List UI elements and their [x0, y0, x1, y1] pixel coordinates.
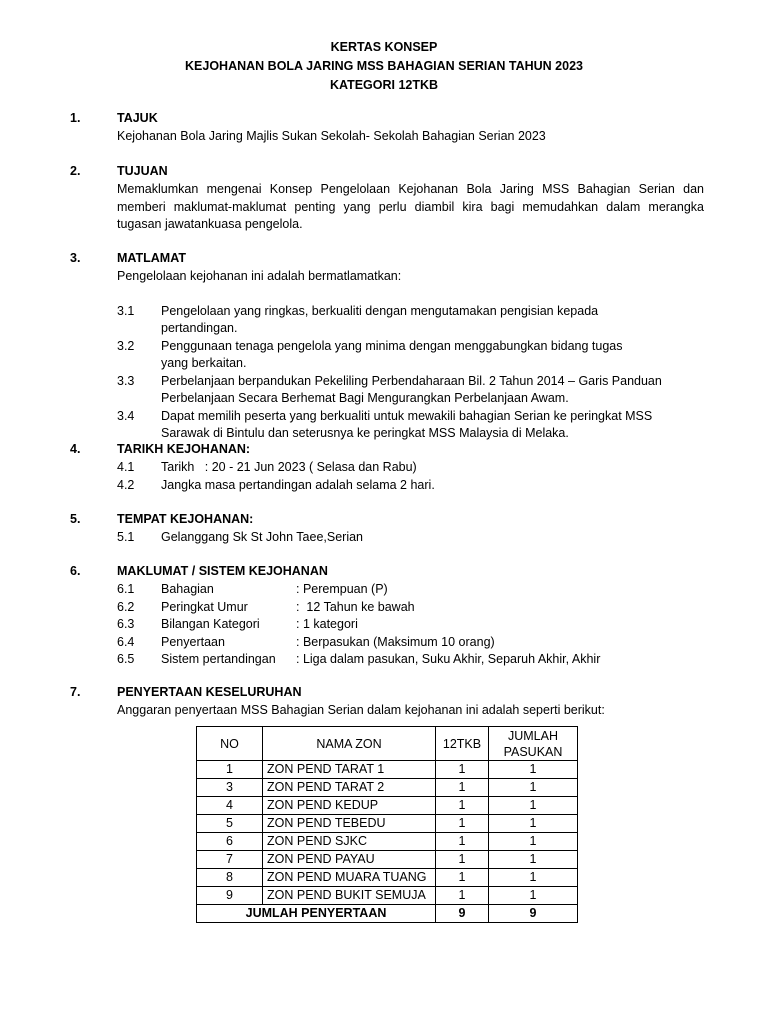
- column-header-zon: NAMA ZON: [263, 727, 436, 761]
- cell-jumlah: 1: [489, 833, 578, 851]
- info-label: Bahagian: [161, 582, 214, 596]
- section-tempat: [70, 511, 704, 547]
- section-heading: TAJUK: [117, 111, 158, 125]
- item-text: Dapat memilih peserta yang berkualiti untuk mewakili bahagian Serian ke peringkat MSS Sarawak di Bintulu dan seterusnya ke peringkat MSS Malaysia di Melaka.: [161, 408, 653, 440]
- section-heading: MAKLUMAT / SISTEM KEJOHANAN: [117, 564, 328, 578]
- table-row: [197, 833, 578, 851]
- table-header-row: [197, 727, 578, 761]
- item-number: 4.2: [117, 477, 135, 492]
- info-value: : Liga dalam pasukan, Suku Akhir, Separuh Akhir, Akhir: [296, 652, 601, 666]
- item-number: 6.3: [117, 617, 135, 631]
- section-tajuk: [70, 110, 704, 146]
- section-number: 7.: [70, 685, 81, 699]
- item-text: Tarikh : 20 - 21 Jun 2023 ( Selasa dan Rabu): [161, 460, 417, 474]
- cell-12tkb: 1: [436, 887, 489, 905]
- section-number: 5.: [70, 512, 81, 526]
- cell-12tkb: 1: [436, 761, 489, 779]
- section-intro: Pengelolaan kejohanan ini adalah bermatlamatkan:: [117, 269, 402, 283]
- column-header-12tkb: 12TKB: [436, 727, 489, 761]
- section-text: Kejohanan Bola Jaring Majlis Sukan Sekolah- Sekolah Bahagian Serian 2023: [117, 129, 546, 143]
- section-intro: Anggaran penyertaan MSS Bahagian Serian dalam kejohanan ini adalah seperti berikut:: [117, 703, 605, 717]
- item-text: Penggunaan tenaga pengelola yang minima dengan menggabungkan bidang tugas yang berkaitan.: [161, 338, 623, 370]
- participation-table: [196, 726, 578, 923]
- item-number: 5.1: [117, 530, 135, 544]
- title-line-3: KATEGORI 12TKB: [329, 78, 439, 92]
- cell-jumlah: 1: [489, 797, 578, 815]
- cell-no: 7: [197, 851, 263, 869]
- section-tarikh: [70, 441, 704, 494]
- section-heading: PENYERTAAN KESELURUHAN: [117, 685, 302, 699]
- cell-no: 5: [197, 815, 263, 833]
- info-value: : Perempuan (P): [296, 582, 388, 596]
- cell-jumlah: 1: [489, 851, 578, 869]
- title-line-1: KERTAS KONSEP: [330, 40, 438, 54]
- cell-jumlah: 1: [489, 815, 578, 833]
- section-heading: TUJUAN: [117, 164, 168, 178]
- item-text: Pengelolaan yang ringkas, berkualiti dengan mengutamakan pengisian kepada pertandingan.: [161, 303, 599, 335]
- column-header-no: NO: [197, 727, 263, 761]
- info-label: Sistem pertandingan: [161, 652, 276, 666]
- cell-jumlah: 1: [489, 887, 578, 905]
- list-item: [70, 459, 704, 477]
- info-value: : Berpasukan (Maksimum 10 orang): [296, 634, 495, 649]
- cell-jumlah: 1: [489, 869, 578, 887]
- item-number: 6.5: [117, 652, 135, 666]
- list-item: [70, 477, 704, 495]
- title-line-2: KEJOHANAN BOLA JARING MSS BAHAGIAN SERIAN TAHUN 2023: [185, 59, 583, 73]
- cell-12tkb: 1: [436, 815, 489, 833]
- cell-zon: ZON PEND TARAT 1: [263, 761, 436, 779]
- total-12tkb: 9: [436, 905, 489, 923]
- cell-no: 3: [197, 779, 263, 797]
- table-row: [197, 761, 578, 779]
- info-label: Bilangan Kategori: [161, 617, 260, 631]
- item-number: 3.2: [117, 338, 135, 353]
- section-heading: TARIKH KEJOHANAN:: [117, 442, 251, 456]
- info-label: Penyertaan: [161, 634, 225, 649]
- item-number: 6.4: [117, 634, 135, 649]
- item-number: 3.1: [117, 303, 135, 318]
- item-text: Gelanggang Sk St John Taee,Serian: [161, 530, 363, 544]
- section-number: 3.: [70, 251, 81, 265]
- cell-jumlah: 1: [489, 779, 578, 797]
- section-tujuan: [70, 163, 704, 234]
- cell-zon: ZON PEND TEBEDU: [263, 815, 436, 833]
- list-item: [70, 529, 704, 547]
- item-text: Jangka masa pertandingan adalah selama 2 hari.: [161, 477, 435, 492]
- total-jumlah: 9: [489, 905, 578, 923]
- info-row: [70, 634, 704, 652]
- table-row: [197, 869, 578, 887]
- document-title: [0, 38, 768, 95]
- item-number: 3.4: [117, 408, 135, 423]
- cell-zon: ZON PEND BUKIT SEMUJA: [263, 887, 436, 905]
- item-number: 6.1: [117, 582, 135, 596]
- item-number: 4.1: [117, 460, 135, 474]
- table-row: [197, 851, 578, 869]
- cell-12tkb: 1: [436, 833, 489, 851]
- info-value: : 1 kategori: [296, 617, 358, 631]
- cell-zon: ZON PEND KEDUP: [263, 797, 436, 815]
- cell-12tkb: 1: [436, 779, 489, 797]
- info-row: [70, 616, 704, 634]
- cell-12tkb: 1: [436, 851, 489, 869]
- info-label: Peringkat Umur: [161, 599, 248, 614]
- list-item: [70, 373, 704, 408]
- cell-no: 8: [197, 869, 263, 887]
- cell-12tkb: 1: [436, 797, 489, 815]
- list-item: [70, 303, 704, 338]
- table-row: [197, 887, 578, 905]
- section-number: 1.: [70, 111, 81, 125]
- list-item: [70, 408, 704, 443]
- info-row: [70, 581, 704, 599]
- table-row: [197, 797, 578, 815]
- info-row: [70, 651, 704, 669]
- cell-no: 9: [197, 887, 263, 905]
- section-maklumat: [70, 563, 704, 669]
- section-number: 4.: [70, 442, 81, 456]
- cell-zon: ZON PEND TARAT 2: [263, 779, 436, 797]
- cell-12tkb: 1: [436, 869, 489, 887]
- cell-zon: ZON PEND MUARA TUANG: [263, 869, 436, 887]
- total-label: JUMLAH PENYERTAAN: [197, 905, 436, 923]
- info-row: [70, 599, 704, 617]
- section-text: Memaklumkan mengenai Konsep Pengelolaan Kejohanan Bola Jaring MSS Bahagian Serian dan memberi maklumat-maklumat penting yang perlu diambil kira bagi memudahkan dalam merangka tugasan jawatankuasa pengelola.: [117, 182, 704, 231]
- section-penyertaan: [70, 684, 704, 720]
- item-number: 3.3: [117, 373, 135, 388]
- table-row: [197, 815, 578, 833]
- cell-zon: ZON PEND SJKC: [263, 833, 436, 851]
- section-number: 2.: [70, 164, 81, 178]
- section-number: 6.: [70, 564, 81, 578]
- cell-zon: ZON PEND PAYAU: [263, 851, 436, 869]
- section-heading: MATLAMAT: [117, 251, 186, 265]
- list-item: [70, 338, 704, 373]
- info-value: : 12 Tahun ke bawah: [296, 599, 415, 614]
- cell-no: 6: [197, 833, 263, 851]
- column-header-jumlah: JUMLAH PASUKAN: [489, 727, 578, 761]
- cell-no: 4: [197, 797, 263, 815]
- cell-jumlah: 1: [489, 761, 578, 779]
- cell-no: 1: [197, 761, 263, 779]
- section-heading: TEMPAT KEJOHANAN:: [117, 512, 254, 526]
- item-number: 6.2: [117, 599, 135, 614]
- table-total-row: [197, 905, 578, 923]
- section-matlamat: [70, 250, 704, 443]
- item-text: Perbelanjaan berpandukan Pekeliling Perbendaharaan Bil. 2 Tahun 2014 – Garis Panduan Perbelanjaan Secara Berhemat Bagi Mengurangkan Perbelanjaan Awam.: [161, 373, 662, 405]
- table-row: [197, 779, 578, 797]
